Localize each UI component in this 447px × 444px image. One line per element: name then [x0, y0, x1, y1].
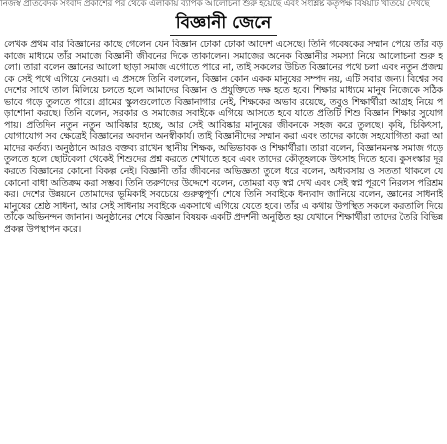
article: [4, 12, 443, 443]
previous-article-fragment: নিজস্ব প্রতিবেদক সংবাদ প্রকাশের পর থেকে এলাকায় ব্যাপক আলোচনা শুরু হয়েছে এবং সংশ্লিষ্ট কর্তৃপক্ষ বিষয়টি খতিয়ে দেখছে: [0, 0, 430, 9]
article-title: বিজ্ঞানী জেনে: [170, 12, 278, 36]
article-header: [4, 12, 443, 39]
article-body: লেখক প্রথম বার বিজ্ঞানের কাছে গেলেন যেন বিজ্ঞান ঢোকা ঢোকা আদেশ এসেছে। তিনি গবেষকের সম্মান পেয়ে তাঁর বড় কাজে মাধ্যমে তাঁর সমাজে বিজ্ঞানী জীবনের দিকে তাকালেন। সমাজের অনেক বিজ্ঞানীর সমস্যা নিয়ে আলোচনা শুরু হলো। তারা বলেন জ্ঞানের আলো ছাড়া সমাজ এগোতে পারে না, তাই সকলের উচিত বিজ্ঞানের পথে চলা এবং নতুন প্রজন্মকে সেই পথে এগিয়ে নেওয়া। এ প্রসঙ্গে তিনি বললেন, বিজ্ঞান কোন একক মানুষের সম্পদ নয়, এটি সবার জন্য। বিশ্বের সব দেশের সাথে তাল মিলিয়ে চলতে হলে আমাদের বিজ্ঞান ও প্রযুক্তিতে দক্ষ হতে হবে। শিক্ষার মাধ্যমে মানুষ নিজেকে সঠিকভাবে গড়ে তুলতে পারে। গ্রামের স্কুলগুলোতে বিজ্ঞানাগার নেই, শিক্ষকের অভাব রয়েছে, তবুও শিক্ষার্থীরা আগ্রহ নিয়ে পড়াশোনা করছে। তিনি বলেন, সরকার ও সমাজের সবাইকে এগিয়ে আসতে হবে যাতে প্রতিটি শিশু বিজ্ঞান শিক্ষার সুযোগ পায়। প্রতিদিন নতুন নতুন আবিষ্কার হচ্ছে, আর সেই আবিষ্কার মানুষের জীবনকে সহজ করে তুলছে। কৃষি, চিকিৎসা, যোগাযোগ সব ক্ষেত্রেই বিজ্ঞানের অবদান অনস্বীকার্য। তাই বিজ্ঞানীদের সম্মান করা এবং তাদের কাজে সহযোগিতা করা আমাদের কর্তব্য। অনুষ্ঠানে আরও বক্তব্য রাখেন স্থানীয় শিক্ষক, অভিভাবক ও শিক্ষার্থীরা। তারা বলেন, বিজ্ঞানমনস্ক সমাজ গড়ে তুলতে হলে ছোটবেলা থেকেই শিশুদের প্রশ্ন করতে শেখাতে হবে এবং তাদের কৌতূহলকে উৎসাহ দিতে হবে। কুসংস্কার দূর করতে বিজ্ঞানের কোনো বিকল্প নেই। বিজ্ঞানী তাঁর জীবনের অভিজ্ঞতা তুলে ধরে বলেন, অধ্যবসায় ও সততা থাকলে যে কোনো বাধা অতিক্রম করা সম্ভব। তিনি তরুণদের উদ্দেশে বলেন, তোমরা বড় স্বপ্ন দেখ এবং সেই স্বপ্ন পূরণে নিরলস পরিশ্রম কর। দেশের উন্নয়নে তোমাদের ভূমিকাই সবচেয়ে গুরুত্বপূর্ণ। শেষে তিনি সবাইকে ধন্যবাদ জানিয়ে বলেন, জ্ঞানের সাধনাই মানুষের শ্রেষ্ঠ সাধনা, আর সেই সাধনায় সবাইকে একসাথে এগিয়ে যেতে হবে। তাঁর এ কথায় উপস্থিত সকলে করতালি দিয়ে তাঁকে অভিনন্দন জানান। অনুষ্ঠানের শেষে বিজ্ঞান বিষয়ক একটি প্রদর্শনী অনুষ্ঠিত হয় যেখানে শিক্ষার্থীরা তাদের তৈরি বিভিন্ন প্রকল্প উপস্থাপন করে।: [4, 39, 443, 235]
